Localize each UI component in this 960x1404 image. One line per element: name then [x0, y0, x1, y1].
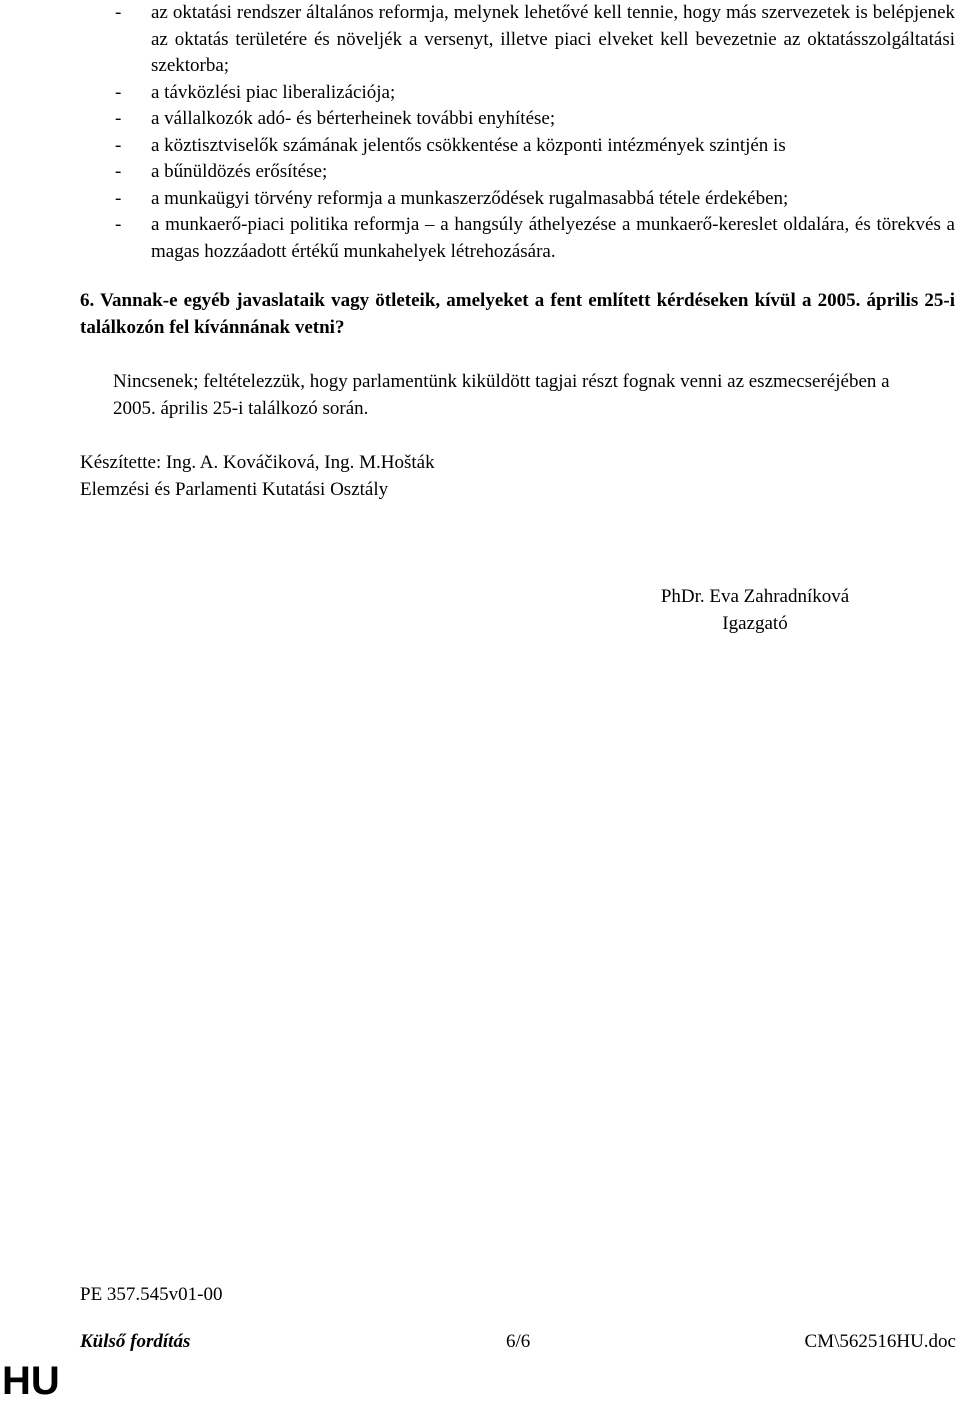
- question-heading: 6. Vannak-e egyéb javaslataik vagy ötleteik, amelyeket a fent említett kérdéseken kívül a 2005. április 25-i találkozón fel kívánnának vetni?: [80, 290, 955, 338]
- department: Elemzési és Parlamenti Kutatási Osztály: [80, 478, 389, 500]
- language-code: HU: [2, 1359, 60, 1403]
- bullet-item-law-enforcement: [113, 159, 955, 186]
- bullet-item-civil-servants: [113, 133, 955, 160]
- footer-translation-label: Külső fordítás: [80, 1331, 191, 1352]
- document-reference: PE 357.545v01-00: [80, 1284, 223, 1305]
- signatory-title: Igazgató: [722, 612, 788, 634]
- answer-paragraph: Nincsenek; feltételezzük, hogy parlamentünk kiküldött tagjai részt fognak venni az eszmecseréjében a 2005. április 25-i találkozó során.: [113, 371, 890, 419]
- footer-doc-id: CM\562516HU.doc: [804, 1331, 956, 1352]
- bullet-item-telecom: [113, 80, 955, 107]
- footer-page-number: 6/6: [506, 1331, 531, 1352]
- signature-block: [600, 584, 910, 637]
- bullet-dash: -: [115, 81, 122, 103]
- bullet-text: a vállalkozók adó- és bérterheinek további enyhítése;: [151, 108, 556, 129]
- prepared-by-block: [80, 450, 435, 503]
- bullet-dash: -: [115, 187, 122, 209]
- prepared-by: Készítette: Ing. A. Kováčiková, Ing. M.Hošták: [80, 452, 435, 473]
- bullet-item-education-reform: [113, 0, 955, 80]
- bullet-text: a távközlési piac liberalizációja;: [151, 81, 396, 103]
- bullet-item-tax-relief: [113, 106, 955, 133]
- bullet-dash: -: [115, 134, 122, 156]
- bullet-dash: -: [115, 108, 122, 129]
- bullet-item-labour-law: [113, 186, 955, 213]
- bullet-text: a bűnüldözés erősítése;: [151, 161, 328, 182]
- bullet-dash: -: [115, 214, 122, 235]
- bullet-item-labour-market: [113, 212, 955, 265]
- signatory-name: PhDr. Eva Zahradníková: [660, 586, 850, 607]
- bullet-text: a munkaügyi törvény reformja a munkaszerződések rugalmasabbá tétele érdekében;: [151, 187, 789, 209]
- bullet-text: a munkaerő-piaci politika reformja – a hangsúly áthelyezése a munkaerő-kereslet oldalára, és törekvés a magas hozzáadott értékű munkahelyek létrehozására.: [151, 214, 955, 262]
- bullet-dash: -: [115, 161, 122, 182]
- bullet-text: a köztisztviselők számának jelentős csökkentése a központi intézmények szintjén is: [151, 134, 786, 156]
- bullet-text: az oktatási rendszer általános reformja, melynek lehetővé kell tennie, hogy más szervezetek is belépjenek az oktatás területére és növeljék a versenyt, illetve piaci elveket kell bevezetnie az oktatásszolgáltatási szektorba;: [151, 2, 955, 76]
- bullet-dash: -: [115, 2, 122, 23]
- bullet-list: [113, 0, 955, 265]
